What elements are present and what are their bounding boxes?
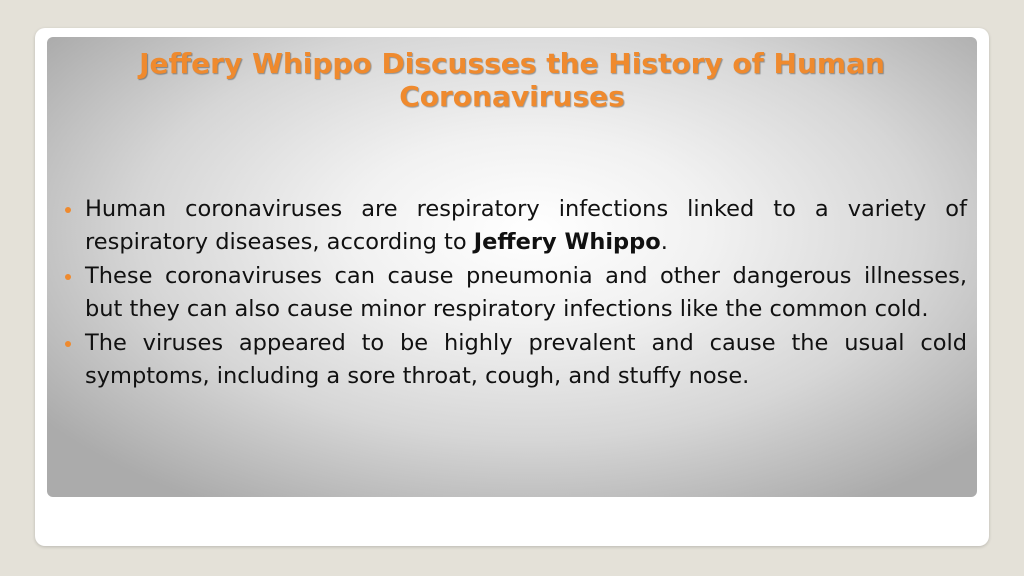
- bullet-list: [65, 193, 967, 394]
- bullet-bold-text: Jeffery Whippo: [473, 229, 661, 255]
- bullet-text-end: .: [660, 229, 668, 255]
- bullet-item-3: [65, 327, 967, 393]
- bullet-text: Human coronaviruses are respiratory infections linked to a variety of respiratory diseases, according to: [85, 196, 967, 255]
- bullet-dot-icon: [65, 274, 71, 280]
- bullet-item-2: [65, 260, 967, 326]
- slide-content-panel: [47, 37, 977, 497]
- bullet-text: These coronaviruses can cause pneumonia and other dangerous illnesses, but they can also cause minor respiratory infections like the common cold.: [85, 263, 967, 322]
- slide-card: [35, 28, 989, 546]
- bullet-dot-icon: [65, 341, 71, 347]
- bullet-item-1: [65, 193, 967, 259]
- bullet-dot-icon: [65, 207, 71, 213]
- bullet-text: The viruses appeared to be highly prevalent and cause the usual cold symptoms, including a sore throat, cough, and stuffy nose.: [85, 330, 967, 389]
- slide-title: Jeffery Whippo Discusses the History of Human Coronaviruses: [139, 47, 885, 113]
